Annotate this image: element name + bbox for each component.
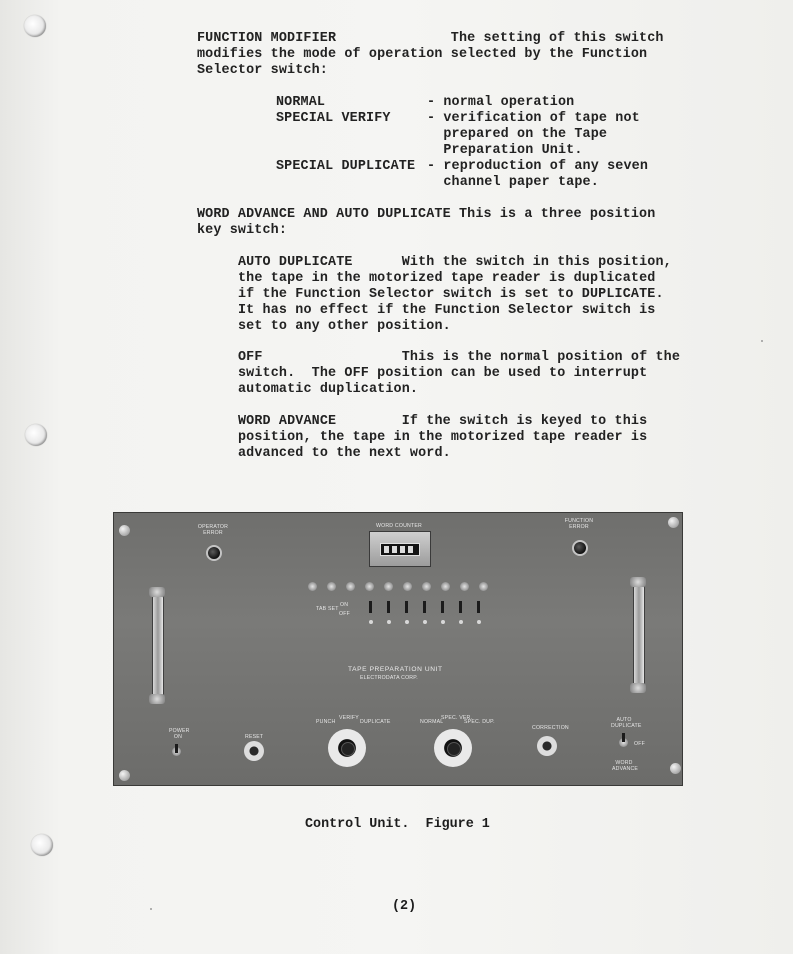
auto-duplicate-line-4: It has no effect if the Function Selector switch is: [238, 303, 656, 318]
off-line-1: OFF This is the normal position of the: [238, 350, 681, 365]
control-unit-photo: [113, 512, 683, 786]
binder-hole-bottom: [31, 834, 53, 856]
reset-label: RESET: [245, 734, 264, 740]
word-counter-label: WORD COUNTER: [376, 523, 422, 529]
off-switch-label: OFF: [634, 741, 645, 747]
left-handle: [152, 593, 164, 703]
tab-switch: [459, 601, 462, 613]
auto-duplicate-line-2: the tape in the motorized tape reader is duplicated: [238, 271, 656, 286]
mode-normal-name: NORMAL: [276, 95, 326, 110]
correction-button: [537, 736, 557, 756]
function-error-label: FUNCTION ERROR: [564, 518, 594, 530]
tab-lamp: [365, 582, 374, 591]
tab-lamp: [479, 582, 488, 591]
tab-lamp: [346, 582, 355, 591]
word-adv-line-3: advanced to the next word.: [238, 446, 451, 461]
tab-lamp: [441, 582, 450, 591]
binder-hole-top: [24, 15, 46, 37]
tab-switch: [369, 601, 372, 613]
tab-switch: [405, 601, 408, 613]
auto-duplicate-label: AUTO DUPLICATE: [611, 717, 642, 729]
tab-switch: [441, 601, 444, 613]
function-selector-knob: [328, 729, 366, 767]
tab-lamp: [308, 582, 317, 591]
mode-special-duplicate-desc-2: channel paper tape.: [427, 175, 599, 190]
function-modifier-knob: [434, 729, 472, 767]
function-modifier-line-2: modifies the mode of operation selected by the Function: [197, 47, 648, 62]
word-counter-window: [380, 543, 420, 556]
auto-duplicate-line-1: AUTO DUPLICATE With the switch in this position,: [238, 255, 672, 270]
paper-speck: [150, 908, 152, 910]
power-on-label: POWER ON: [169, 728, 190, 740]
mode-normal-desc: - normal operation: [427, 95, 575, 110]
page-number: (2): [392, 899, 417, 914]
figure-caption: Control Unit. Figure 1: [305, 817, 490, 832]
word-advance-intro-2: key switch:: [197, 223, 288, 238]
word-advance-label: WORD ADVANCE: [612, 760, 639, 772]
tab-lamp: [384, 582, 393, 591]
normal-label: NORMAL: [420, 719, 444, 725]
function-error-lamp: [572, 540, 588, 556]
spec-ver-label: SPEC. VER.: [441, 715, 473, 721]
spec-dup-label: SPEC. DUP.: [464, 719, 495, 725]
verify-label: VERIFY: [339, 715, 359, 721]
tab-switch: [387, 601, 390, 613]
word-advance-intro-1: WORD ADVANCE AND AUTO DUPLICATE This is a three position: [197, 207, 656, 222]
right-handle-mount: [630, 683, 646, 693]
tab-off-label: OFF: [339, 611, 350, 617]
mode-special-verify-desc-2: prepared on the Tape: [427, 127, 608, 142]
off-line-2: switch. The OFF position can be used to interrupt: [238, 366, 648, 381]
tab-set-label: TAB SET: [316, 606, 339, 612]
tab-lamp: [403, 582, 412, 591]
word-counter: [369, 531, 431, 567]
mode-special-duplicate-desc-1: - reproduction of any seven: [427, 159, 649, 174]
auto-duplicate-line-5: set to any other position.: [238, 319, 451, 334]
right-handle-mount: [630, 577, 646, 587]
correction-label: CORRECTION: [532, 725, 569, 731]
operator-error-lamp: [206, 545, 222, 561]
panel-screw: [119, 525, 130, 536]
left-handle-mount: [149, 694, 165, 704]
panel-screw: [119, 770, 130, 781]
right-handle: [633, 583, 645, 693]
tab-lamp: [460, 582, 469, 591]
mode-special-duplicate-name: SPECIAL DUPLICATE: [276, 159, 416, 174]
function-modifier-line-1: FUNCTION MODIFIER The setting of this switch: [197, 31, 664, 46]
operator-error-label: OPERATOR ERROR: [197, 524, 229, 536]
tab-lamp: [327, 582, 336, 591]
paper-speck: [761, 340, 763, 342]
tab-on-label: ON: [340, 602, 349, 608]
auto-duplicate-line-3: if the Function Selector switch is set to DUPLICATE.: [238, 287, 664, 302]
tab-switch: [423, 601, 426, 613]
maker-label: ELECTRODATA CORP.: [360, 675, 418, 681]
tab-indicator-dot: [405, 620, 409, 624]
left-handle-mount: [149, 587, 165, 597]
off-line-3: automatic duplication.: [238, 382, 419, 397]
reset-button: [244, 741, 264, 761]
tab-indicator-dot: [477, 620, 481, 624]
panel-screw: [668, 517, 679, 528]
unit-name-label: TAPE PREPARATION UNIT: [348, 666, 443, 673]
tab-indicator-dot: [369, 620, 373, 624]
tab-switch: [477, 601, 480, 613]
tab-indicator-dot: [459, 620, 463, 624]
word-adv-line-1: WORD ADVANCE If the switch is keyed to this: [238, 414, 648, 429]
binder-hole-middle: [25, 424, 47, 446]
tab-indicator-dot: [387, 620, 391, 624]
duplicate-label: DUPLICATE: [360, 719, 391, 725]
mode-special-verify-name: SPECIAL VERIFY: [276, 111, 391, 126]
word-adv-line-2: position, the tape in the motorized tape reader is: [238, 430, 648, 445]
panel-screw: [670, 763, 681, 774]
tab-lamp: [422, 582, 431, 591]
tab-indicator-dot: [441, 620, 445, 624]
mode-special-verify-desc-3: Preparation Unit.: [427, 143, 583, 158]
function-modifier-line-3: Selector switch:: [197, 63, 328, 78]
mode-special-verify-desc-1: - verification of tape not: [427, 111, 640, 126]
tab-indicator-dot: [423, 620, 427, 624]
punch-label: PUNCH: [316, 719, 336, 725]
